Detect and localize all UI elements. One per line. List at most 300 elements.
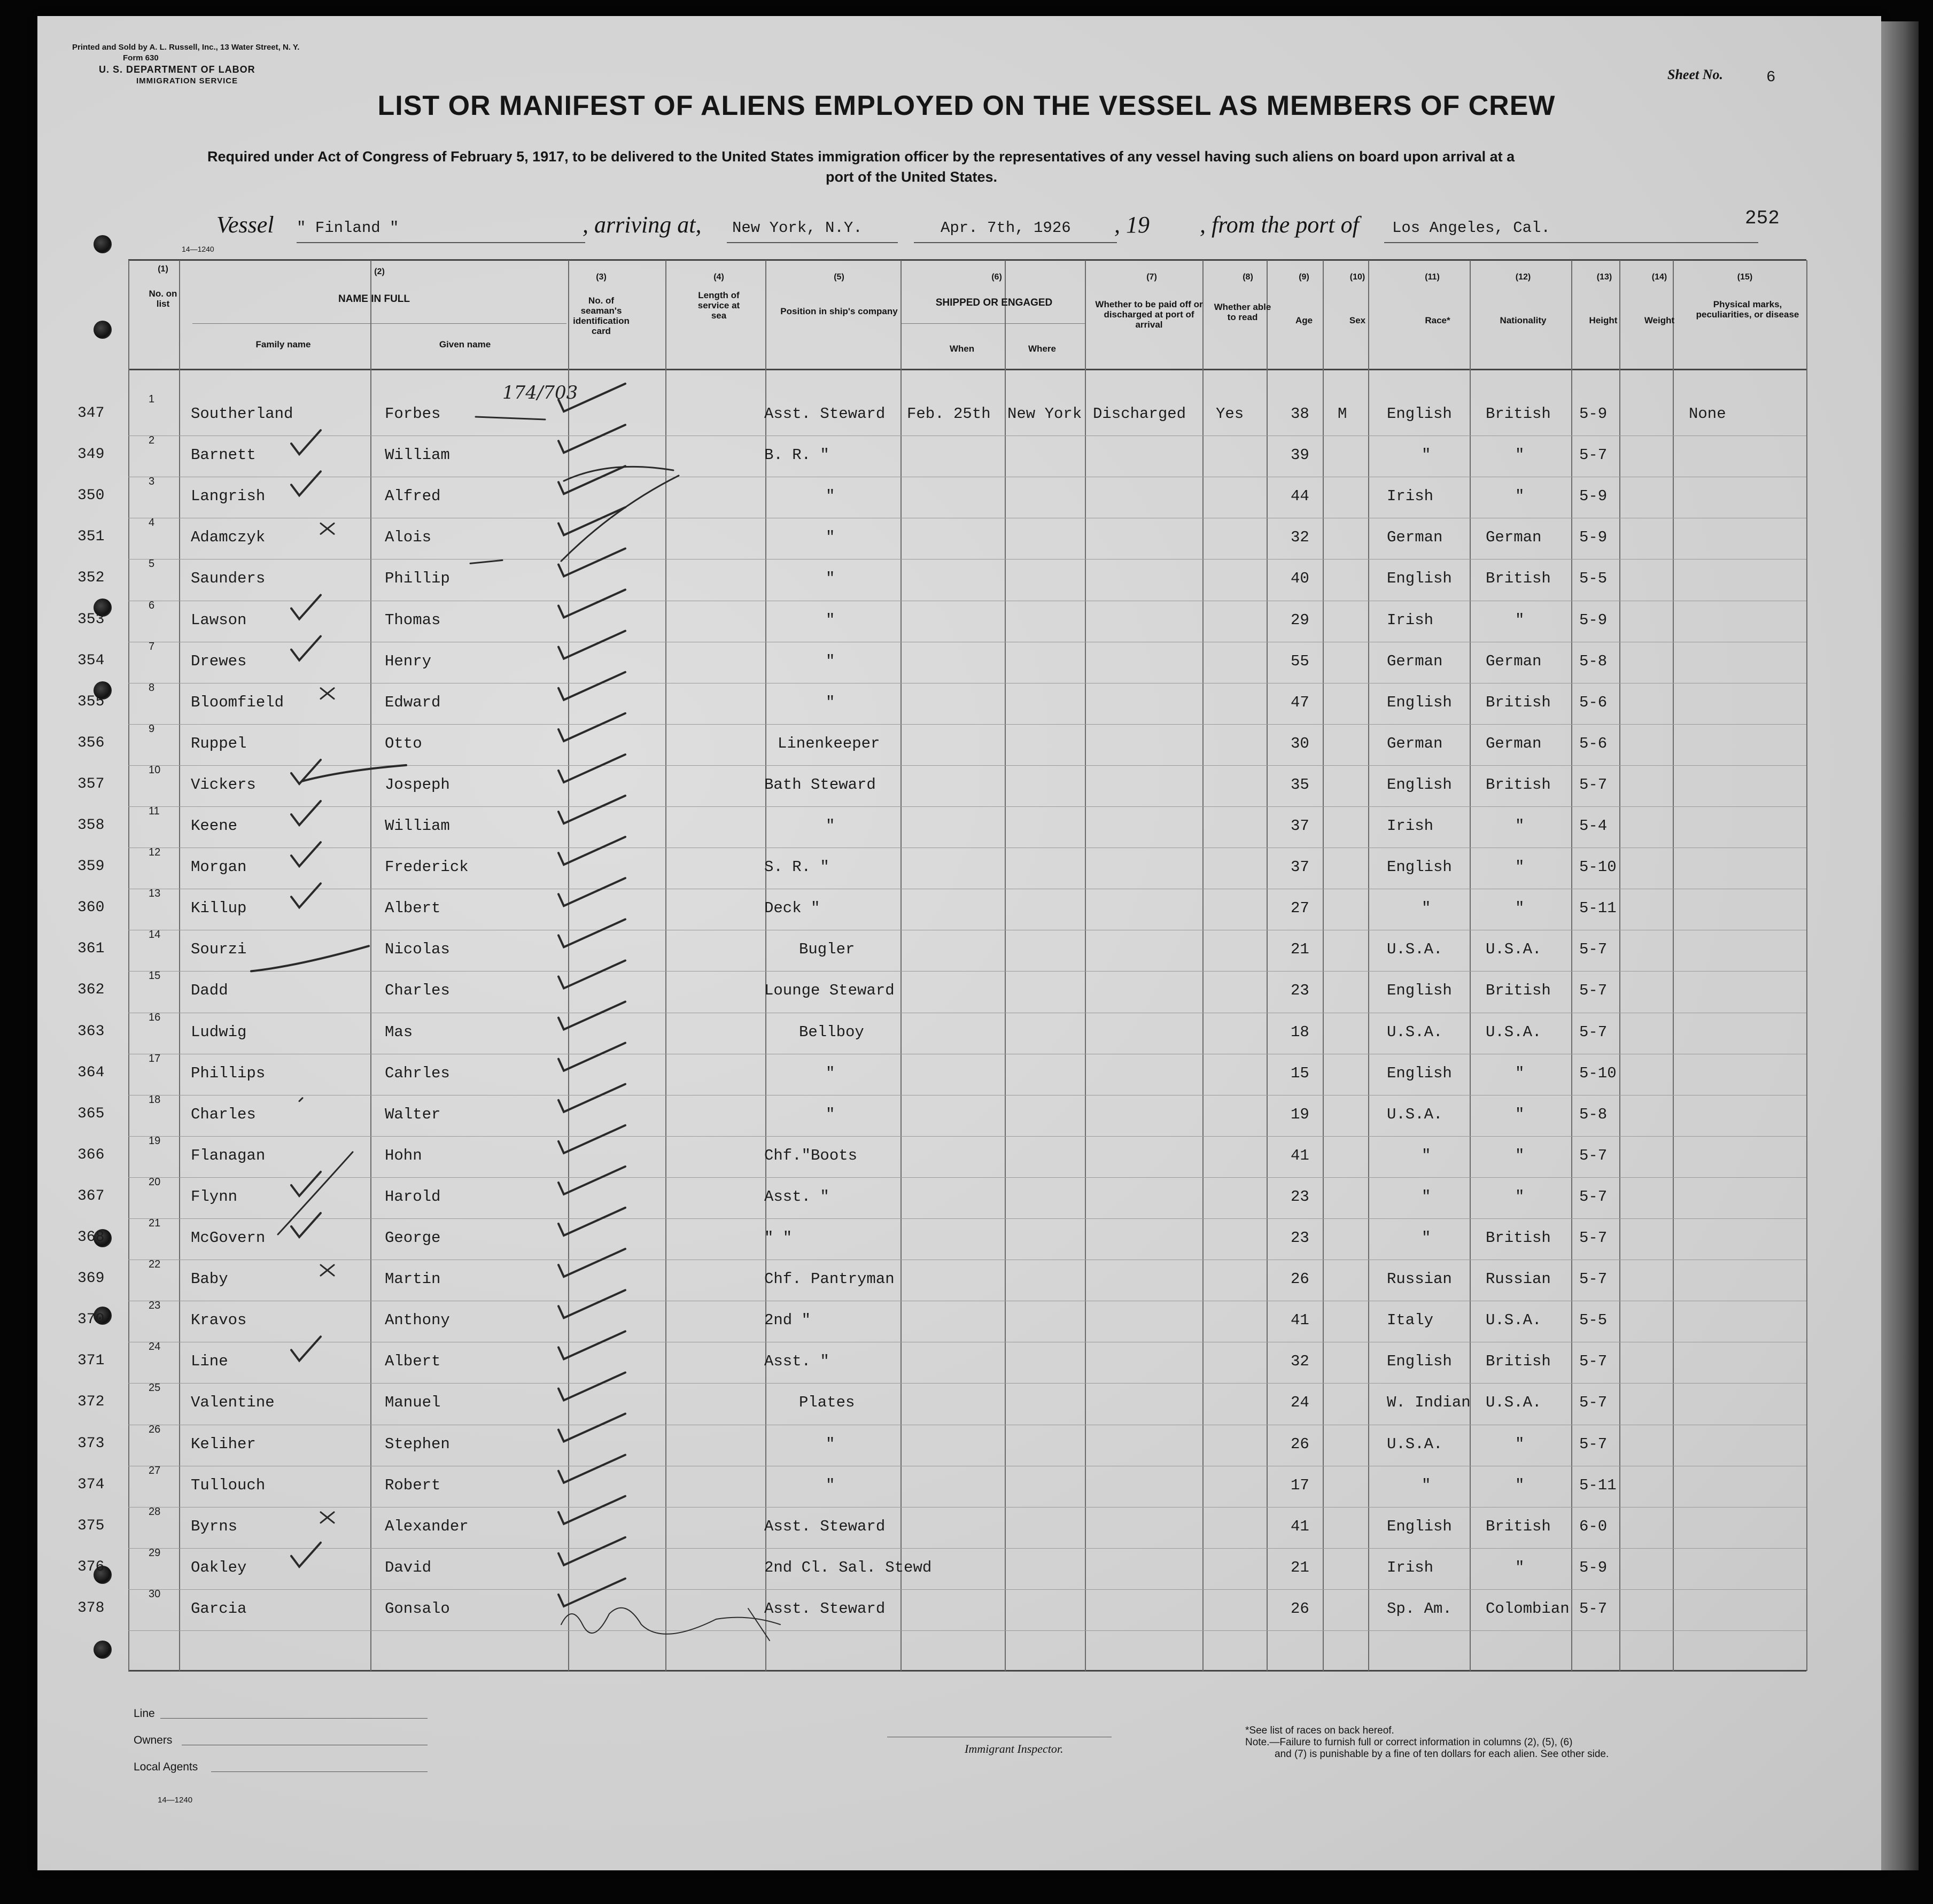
cell-nationality: German — [1486, 734, 1542, 752]
cell-age: 44 — [1291, 487, 1309, 506]
footer-line-field — [160, 1718, 428, 1719]
cell-margin: 359 — [77, 858, 105, 875]
cell-height: 5-9 — [1579, 611, 1608, 629]
cell-race: " — [1422, 446, 1431, 464]
cell-family: Sourzi — [191, 941, 247, 959]
cell-age: 15 — [1291, 1064, 1309, 1082]
cell-no: 2 — [149, 434, 155, 447]
cell-given: Frederick — [385, 858, 469, 876]
cell-no: 9 — [149, 722, 155, 735]
header-id-card: No. of seaman's identification card — [573, 296, 630, 336]
cell-race: U.S.A. — [1387, 1105, 1443, 1123]
check-mark — [558, 631, 625, 659]
cell-given: Charles — [385, 982, 450, 1000]
check-mark — [291, 471, 321, 495]
cell-age: 21 — [1291, 1558, 1309, 1576]
cell-nationality: British — [1486, 405, 1551, 423]
cell-position: S. R. " — [764, 858, 829, 876]
cell-family: Ruppel — [191, 734, 247, 752]
check-mark — [291, 430, 321, 454]
cell-given: Edward — [385, 693, 441, 711]
cell-family: Morgan — [191, 858, 247, 876]
cell-nationality: " — [1515, 817, 1525, 835]
cell-position: Asst. " — [764, 1353, 829, 1371]
cell-age: 40 — [1291, 570, 1309, 588]
cell-paid: Discharged — [1093, 405, 1186, 423]
cell-given: William — [385, 817, 450, 835]
cell-no: 22 — [149, 1258, 161, 1271]
cell-nationality: German — [1486, 529, 1542, 547]
cell-margin: 368 — [77, 1229, 105, 1246]
cell-age: 23 — [1291, 1187, 1309, 1206]
check-mark — [558, 1414, 625, 1442]
header-no-on-list: No. on list — [149, 289, 177, 309]
cell-margin: 349 — [77, 446, 105, 463]
cell-height: 5-5 — [1579, 570, 1608, 588]
cell-family: Vickers — [191, 775, 256, 794]
cell-position: 2nd " — [764, 1311, 811, 1330]
cell-no: 21 — [149, 1217, 161, 1229]
cell-age: 32 — [1291, 529, 1309, 547]
cell-height: 5-11 — [1579, 899, 1617, 918]
cell-nationality: Colombian — [1486, 1599, 1570, 1618]
header-length-service: Length of service at sea — [697, 290, 740, 321]
cell-family: McGovern — [191, 1229, 266, 1247]
cell-margin: 352 — [77, 570, 105, 587]
cell-position: " — [826, 611, 835, 629]
footer-note-races: *See list of races on back hereof. — [1245, 1725, 1394, 1736]
page-number: 252 — [1745, 207, 1780, 229]
cell-where: New York — [1007, 405, 1082, 423]
cell-race: U.S.A. — [1387, 1435, 1443, 1453]
cell-family: Dadd — [191, 982, 228, 1000]
colnum-1: (1) — [158, 265, 168, 274]
cell-race: English — [1387, 982, 1452, 1000]
cell-margin: 353 — [77, 611, 105, 628]
cell-no: 15 — [149, 970, 161, 982]
colnum-5: (5) — [834, 273, 844, 282]
cell-family: Charles — [191, 1105, 256, 1123]
cell-nationality: " — [1515, 899, 1525, 918]
cell-age: 21 — [1291, 941, 1309, 959]
cell-age: 19 — [1291, 1105, 1309, 1123]
cell-family: Kravos — [191, 1311, 247, 1330]
cell-nationality: British — [1486, 570, 1551, 588]
cell-family: Ludwig — [191, 1023, 247, 1041]
cell-nationality: German — [1486, 652, 1542, 670]
cell-nationality: " — [1515, 1146, 1525, 1164]
cell-age: 37 — [1291, 858, 1309, 876]
cell-given: Martin — [385, 1270, 441, 1288]
cell-given: David — [385, 1558, 432, 1576]
cell-family: Barnett — [191, 446, 256, 464]
footer-owners-label: Owners — [134, 1734, 173, 1746]
check-mark — [558, 919, 625, 947]
check-mark — [558, 1455, 625, 1483]
cell-family: Garcia — [191, 1599, 247, 1618]
cell-height: 5-10 — [1579, 1064, 1617, 1082]
colnum-7: (7) — [1146, 273, 1157, 282]
from-port-label: , from the port of — [1200, 212, 1359, 238]
cell-position: " — [826, 693, 835, 711]
header-weight: Weight — [1644, 315, 1675, 325]
header-race: Race* — [1425, 315, 1450, 325]
cell-margin: 356 — [77, 734, 105, 751]
check-mark — [558, 1496, 625, 1524]
cell-height: 5-5 — [1579, 1311, 1608, 1330]
cell-margin: 354 — [77, 652, 105, 669]
cell-race: " — [1422, 1187, 1431, 1206]
cell-margin: 367 — [77, 1187, 105, 1204]
check-mark — [302, 765, 406, 781]
cell-family: Baby — [191, 1270, 228, 1288]
cell-position: " — [826, 652, 835, 670]
cell-height: 5-6 — [1579, 693, 1608, 711]
cell-no: 28 — [149, 1505, 161, 1518]
header-where: Where — [1028, 344, 1056, 354]
cell-given: Thomas — [385, 611, 441, 629]
cell-race: Sp. Am. — [1387, 1599, 1452, 1618]
cell-nationality: U.S.A. — [1486, 1394, 1542, 1412]
header-shipped: SHIPPED OR ENGAGED — [935, 297, 1053, 308]
footer-note-fine-2: and (7) is punishable by a fine of ten dollars for each alien. See other side. — [1275, 1748, 1609, 1760]
cell-age: 35 — [1291, 775, 1309, 794]
cell-given: Jospeph — [385, 775, 450, 794]
cell-nationality: British — [1486, 1353, 1551, 1371]
cell-given: George — [385, 1229, 441, 1247]
cell-height: 5-7 — [1579, 941, 1608, 959]
cell-height: 5-7 — [1579, 1270, 1608, 1288]
cell-position: " — [826, 1105, 835, 1123]
cell-age: 47 — [1291, 693, 1309, 711]
arrival-port: New York, N.Y. — [732, 219, 863, 237]
header-given-name: Given name — [439, 339, 491, 349]
header-sex: Sex — [1349, 315, 1366, 325]
check-mark — [470, 560, 502, 563]
cell-given: Albert — [385, 899, 441, 918]
cell-margin: 355 — [77, 693, 105, 710]
cell-no: 11 — [149, 805, 160, 817]
cell-position: B. R. " — [764, 446, 829, 464]
cell-nationality: " — [1515, 1105, 1525, 1123]
colnum-8: (8) — [1243, 273, 1253, 282]
cell-height: 5-9 — [1579, 405, 1608, 423]
cell-height: 5-7 — [1579, 1394, 1608, 1412]
cell-no: 26 — [149, 1423, 161, 1435]
cell-given: Alfred — [385, 487, 441, 506]
cell-age: 23 — [1291, 1229, 1309, 1247]
cell-given: Forbes — [385, 405, 441, 423]
check-mark — [291, 801, 321, 825]
footer-line-label: Line — [134, 1707, 155, 1720]
cell-age: 24 — [1291, 1394, 1309, 1412]
cell-family: Valentine — [191, 1394, 275, 1412]
check-mark — [558, 507, 625, 535]
cell-given: Manuel — [385, 1394, 441, 1412]
cell-given: Harold — [385, 1187, 441, 1206]
cell-position: Chf."Boots — [764, 1146, 858, 1164]
cell-family: Southerland — [191, 405, 293, 423]
header-physical-marks: Physical marks, peculiarities, or disease — [1696, 299, 1799, 320]
colnum-4: (4) — [713, 273, 724, 282]
cell-given: Mas — [385, 1023, 413, 1041]
cell-margin: 376 — [77, 1558, 105, 1575]
cell-given: Robert — [385, 1476, 441, 1494]
cell-race: English — [1387, 693, 1452, 711]
cell-position: " — [826, 1476, 835, 1494]
cell-given: Gonsalo — [385, 1599, 450, 1618]
check-mark — [291, 1543, 321, 1567]
check-mark — [561, 476, 679, 561]
cell-height: 5-4 — [1579, 817, 1608, 835]
cell-family: Flynn — [191, 1187, 238, 1206]
check-mark — [558, 1249, 625, 1277]
subtitle-line-2: port of the United States. — [826, 169, 998, 185]
cell-family: Killup — [191, 899, 247, 918]
cell-position: Chf. Pantryman — [764, 1270, 895, 1288]
cell-margin: 369 — [77, 1270, 105, 1287]
handwritten-reference: 174/703 — [502, 382, 578, 403]
department-name: U. S. DEPARTMENT OF LABOR — [99, 64, 255, 75]
cell-no: 19 — [149, 1134, 161, 1147]
check-mark — [299, 1098, 302, 1101]
check-mark — [561, 1608, 780, 1641]
cell-position: " — [826, 1064, 835, 1082]
printer-line: Printed and Sold by A. L. Russell, Inc., 13 Water Street, N. Y. — [72, 43, 300, 52]
cell-nationality: Russian — [1486, 1270, 1551, 1288]
check-mark — [558, 796, 625, 823]
cell-age: 26 — [1291, 1435, 1309, 1453]
check-mark — [291, 595, 321, 619]
cell-race: English — [1387, 775, 1452, 794]
cell-no: 16 — [149, 1011, 161, 1023]
cell-family: Tullouch — [191, 1476, 266, 1494]
cell-no: 10 — [149, 764, 161, 776]
cell-nationality: British — [1486, 775, 1551, 794]
cell-sex: M — [1338, 405, 1347, 423]
cell-age: 23 — [1291, 982, 1309, 1000]
cell-family: Byrns — [191, 1517, 238, 1535]
cell-given: Phillip — [385, 570, 450, 588]
cell-age: 26 — [1291, 1270, 1309, 1288]
cell-height: 5-9 — [1579, 529, 1608, 547]
departure-port: Los Angeles, Cal. — [1392, 219, 1550, 237]
check-mark — [558, 425, 625, 453]
cell-margin: 357 — [77, 775, 105, 792]
colnum-10: (10) — [1349, 273, 1365, 282]
cell-no: 5 — [149, 558, 155, 570]
cell-no: 18 — [149, 1093, 161, 1106]
cell-no: 23 — [149, 1300, 161, 1312]
colnum-3: (3) — [596, 273, 607, 282]
footer-agents-field — [211, 1771, 428, 1772]
colnum-12: (12) — [1515, 273, 1531, 282]
vessel-name: " Finland " — [297, 219, 399, 237]
cell-nationality: " — [1515, 858, 1525, 876]
cell-nationality: U.S.A. — [1486, 1311, 1542, 1330]
cell-height: 5-9 — [1579, 487, 1608, 506]
cell-given: Alois — [385, 529, 432, 547]
check-mark — [558, 713, 625, 741]
cell-no: 27 — [149, 1464, 161, 1476]
cell-no: 7 — [149, 640, 155, 652]
form-line: Form 630 — [123, 53, 159, 63]
check-mark — [558, 1290, 625, 1318]
cell-race: English — [1387, 1064, 1452, 1082]
cell-margin: 374 — [77, 1476, 105, 1493]
check-mark — [558, 960, 625, 988]
cell-no: 3 — [149, 476, 155, 488]
cell-margin: 365 — [77, 1105, 105, 1122]
check-mark — [558, 1579, 625, 1606]
cell-height: 5-7 — [1579, 1146, 1608, 1164]
cell-nationality: British — [1486, 693, 1551, 711]
cell-height: 5-10 — [1579, 858, 1617, 876]
cell-race: Irish — [1387, 611, 1434, 629]
cell-no: 25 — [149, 1382, 161, 1394]
cell-given: Otto — [385, 734, 422, 752]
cell-age: 26 — [1291, 1599, 1309, 1618]
cell-nationality: " — [1515, 1558, 1525, 1576]
cell-age: 39 — [1291, 446, 1309, 464]
cell-given: Hohn — [385, 1146, 422, 1164]
cell-marks: None — [1689, 405, 1726, 423]
cell-height: 5-7 — [1579, 982, 1608, 1000]
cell-nationality: " — [1515, 1187, 1525, 1206]
cell-age: 41 — [1291, 1311, 1309, 1330]
cell-position: Asst. Steward — [764, 405, 886, 423]
cell-nationality: " — [1515, 487, 1525, 506]
vessel-label: Vessel — [216, 212, 274, 238]
subtitle-line-1: Required under Act of Congress of February 5, 1917, to be delivered to the United States immigration officer by the representatives of any vessel having such aliens on board upon arrival at a — [207, 149, 1515, 165]
check-mark — [558, 1372, 625, 1400]
cell-position: Bath Steward — [764, 775, 876, 794]
cell-age: 27 — [1291, 899, 1309, 918]
cell-nationality: U.S.A. — [1486, 941, 1542, 959]
cell-margin: 358 — [77, 817, 105, 834]
check-mark — [558, 1002, 625, 1030]
cell-height: 5-8 — [1579, 652, 1608, 670]
cell-no: 17 — [149, 1052, 161, 1064]
cell-margin: 360 — [77, 899, 105, 916]
cell-no: 13 — [149, 888, 161, 900]
colnum-2: (2) — [374, 267, 385, 276]
check-mark — [558, 672, 625, 700]
header-when: When — [949, 344, 975, 354]
cell-no: 12 — [149, 846, 161, 859]
cell-height: 5-6 — [1579, 734, 1608, 752]
check-mark — [278, 1152, 353, 1234]
cell-position: Lounge Steward — [764, 982, 895, 1000]
cell-family: Drewes — [191, 652, 247, 670]
year-label: , 19 — [1114, 212, 1150, 238]
check-mark — [291, 636, 321, 660]
check-mark — [558, 837, 625, 865]
cell-nationality: " — [1515, 1476, 1525, 1494]
header-able-read: Whether able to read — [1214, 302, 1271, 322]
cell-no: 29 — [149, 1546, 161, 1559]
arrival-date: Apr. 7th, 1926 — [941, 219, 1071, 237]
cell-no: 24 — [149, 1341, 161, 1353]
check-mark — [558, 1043, 625, 1071]
header-name-in-full: NAME IN FULL — [338, 293, 410, 305]
arriving-label: , arriving at, — [583, 212, 702, 238]
cell-age: 18 — [1291, 1023, 1309, 1041]
cell-age: 41 — [1291, 1517, 1309, 1535]
cell-race: " — [1422, 1229, 1431, 1247]
cell-family: Langrish — [191, 487, 266, 506]
cell-family: Bloomfield — [191, 693, 284, 711]
cell-age: 17 — [1291, 1476, 1309, 1494]
cell-race: German — [1387, 652, 1443, 670]
cell-height: 5-7 — [1579, 1353, 1608, 1371]
page-title: LIST OR MANIFEST OF ALIENS EMPLOYED ON THE VESSEL AS MEMBERS OF CREW — [377, 90, 1556, 121]
check-mark — [321, 688, 334, 699]
cell-nationality: " — [1515, 446, 1525, 464]
cell-position: " — [826, 570, 835, 588]
check-mark — [291, 1336, 321, 1361]
cell-given: Nicolas — [385, 941, 450, 959]
cell-race: W. Indian — [1387, 1394, 1471, 1412]
cell-no: 1 — [149, 393, 155, 405]
colnum-13: (13) — [1596, 273, 1612, 282]
service-name: IMMIGRATION SERVICE — [136, 76, 238, 86]
cell-height: 5-7 — [1579, 775, 1608, 794]
cell-race: U.S.A. — [1387, 941, 1443, 959]
colnum-14: (14) — [1651, 273, 1667, 282]
cell-height: 5-9 — [1579, 1558, 1608, 1576]
cell-margin: 372 — [77, 1394, 105, 1411]
cell-margin: 370 — [77, 1311, 105, 1328]
cell-nationality: British — [1486, 1517, 1551, 1535]
inspector-label: Immigrant Inspector. — [965, 1742, 1063, 1755]
check-mark — [558, 1208, 625, 1235]
cell-height: 6-0 — [1579, 1517, 1608, 1535]
cell-given: Anthony — [385, 1311, 450, 1330]
cell-position: Asst. Steward — [764, 1599, 886, 1618]
cell-position: Bugler — [799, 941, 855, 959]
cell-position: " — [826, 487, 835, 506]
cell-race: German — [1387, 529, 1443, 547]
cell-no: 4 — [149, 517, 155, 529]
colnum-15: (15) — [1737, 273, 1753, 282]
check-mark — [558, 878, 625, 906]
cell-margin: 362 — [77, 982, 105, 999]
check-mark — [251, 946, 369, 971]
cell-family: Phillips — [191, 1064, 266, 1082]
cell-no: 6 — [149, 599, 155, 611]
cell-height: 5-7 — [1579, 1229, 1608, 1247]
cell-race: German — [1387, 734, 1443, 752]
cell-nationality: British — [1486, 982, 1551, 1000]
footer-form-code: 14—1240 — [158, 1796, 193, 1805]
cell-height: 5-7 — [1579, 1187, 1608, 1206]
cell-no: 20 — [149, 1176, 161, 1188]
check-mark — [291, 883, 321, 907]
check-mark — [558, 755, 625, 782]
cell-margin: 363 — [77, 1023, 105, 1040]
cell-margin: 351 — [77, 529, 105, 546]
header-height: Height — [1589, 315, 1618, 325]
cell-given: Walter — [385, 1105, 441, 1123]
header-paid-off: Whether to be paid off or discharged at port of arrival — [1095, 299, 1203, 330]
cell-nationality: British — [1486, 1229, 1551, 1247]
cell-family: Saunders — [191, 570, 266, 588]
colnum-6: (6) — [991, 273, 1002, 282]
cell-family: Keene — [191, 817, 238, 835]
cell-margin: 373 — [77, 1435, 105, 1452]
cell-family: Flanagan — [191, 1146, 266, 1164]
